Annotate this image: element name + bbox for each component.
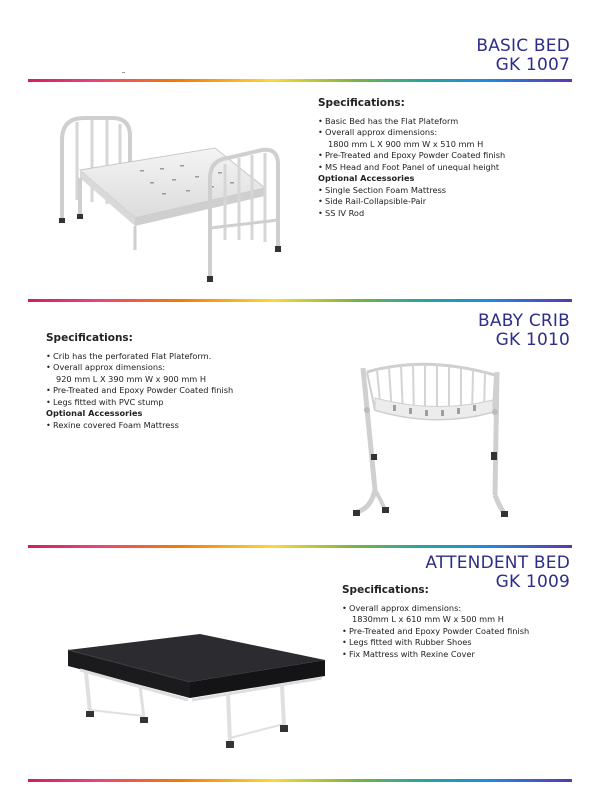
specs-heading: Specifications: <box>342 584 429 596</box>
spec-item: • Overall approx dimensions: <box>46 362 233 374</box>
product-code: GK 1010 <box>495 330 570 350</box>
spec-item: • Basic Bed has the Flat Plateform <box>318 116 505 128</box>
spec-item: 1830mm L x 610 mm W x 500 mm H <box>352 614 504 624</box>
speck <box>122 72 125 73</box>
product-code: GK 1009 <box>495 572 570 592</box>
baby-crib-specs <box>46 333 233 431</box>
rainbow-divider <box>28 299 572 302</box>
specs-heading: Specifications: <box>46 332 133 344</box>
rainbow-divider <box>28 79 572 82</box>
spec-item: • Legs fitted with PVC stump <box>46 397 233 409</box>
spec-item: • Fix Mattress with Rexine Cover <box>342 649 529 661</box>
spec-item: • Pre-Treated and Epoxy Powder Coated finish <box>342 626 529 638</box>
spec-item: • Pre-Treated and Epoxy Powder Coated finish <box>318 150 505 162</box>
product-code: GK 1007 <box>495 55 570 75</box>
spec-item: • Legs fitted with Rubber Shoes <box>342 637 529 649</box>
optional-heading: Optional Accessories <box>318 173 415 183</box>
spec-item: • Pre-Treated and Epoxy Powder Coated finish <box>46 385 233 397</box>
optional-item: • Single Section Foam Mattress <box>318 185 505 197</box>
spec-item: • Crib has the perforated Flat Plateform. <box>46 351 233 363</box>
optional-item: • Side Rail-Collapsible-Pair <box>318 196 505 208</box>
baby-crib-image <box>345 350 520 520</box>
optional-item: • Rexine covered Foam Mattress <box>46 420 233 432</box>
optional-heading: Optional Accessories <box>46 408 143 418</box>
spec-item: 920 mm L X 390 mm W x 900 mm H <box>56 373 207 384</box>
product-name: BABY CRIB <box>478 311 570 331</box>
rainbow-divider <box>28 779 572 782</box>
spec-item: • MS Head and Foot Panel of unequal height <box>318 162 505 174</box>
basic-bed-title <box>476 37 570 75</box>
basic-bed-image <box>40 100 290 290</box>
basic-bed-specs <box>318 98 505 219</box>
attendent-bed-specs <box>342 585 529 660</box>
spec-item: • Overall approx dimensions: <box>342 603 529 615</box>
rainbow-divider <box>28 545 572 548</box>
product-name: BASIC BED <box>476 36 570 56</box>
product-name: ATTENDENT BED <box>425 553 570 573</box>
spec-item: 1800 mm L X 900 mm W x 510 mm H <box>328 138 484 149</box>
optional-item: • SS IV Rod <box>318 208 505 220</box>
specs-heading: Specifications: <box>318 97 405 109</box>
attendent-bed-image <box>60 630 330 760</box>
spec-item: • Overall approx dimensions: <box>318 127 505 139</box>
baby-crib-title <box>478 312 570 350</box>
